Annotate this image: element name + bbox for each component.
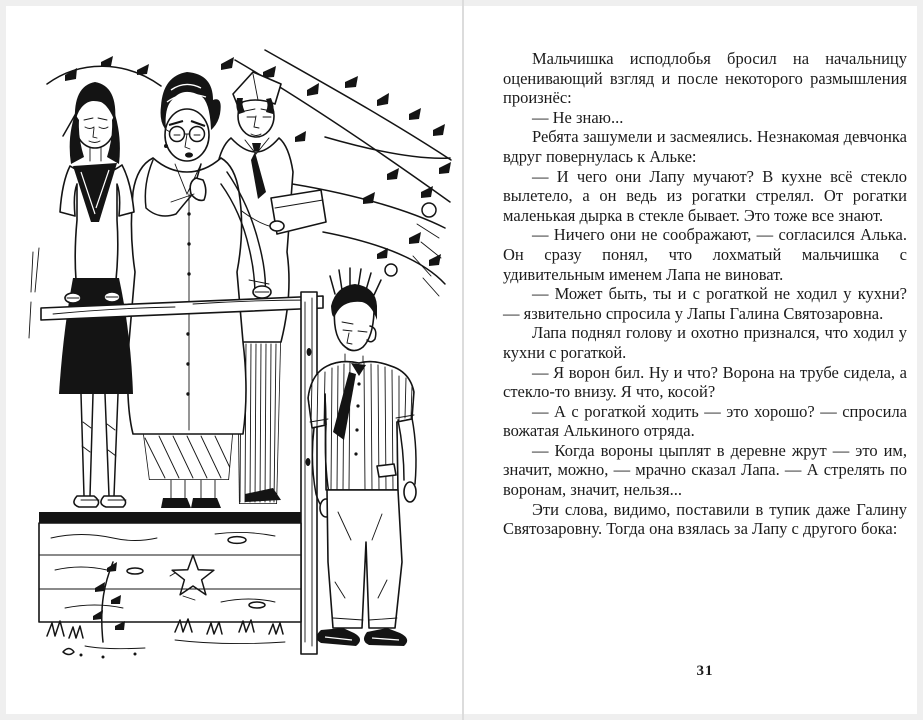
paragraph: Ребята зашумели и засмеялись. Незнакомая девчонка вдруг повернулась к Альке:: [503, 127, 907, 166]
paragraph: — А с рогаткой ходить — это хорошо? — спросила вожатая Алькиного отряда.: [503, 401, 907, 441]
body-text: [503, 49, 907, 539]
paragraph: Эти слова, видимо, поставили в тупик даже Галину Святозаровну. Тогда она взялась за Лапу с другого бока:: [503, 499, 907, 539]
page-gutter-divider: [462, 0, 464, 720]
paragraph: — Может быть, ты и с рогаткой не ходил у кухни? — язвительно спросила у Лапы Галина Святозаровна.: [503, 284, 907, 323]
paragraph: — И чего они Лапу мучают? В кухне всё стекло вылетело, а он ведь из рогатки стрелял. От рогатки маленькая дырка в стекле бывает. Это тоже все знают.: [503, 166, 907, 225]
paragraph: Мальчишка исподлобья бросил на начальницу оценивающий взгляд и после некоторого размышления произнёс:: [503, 49, 907, 108]
paragraph: — Я ворон бил. Ну и что? Ворона на трубе сидела, а стекло-то внизу. Я что, косой?: [503, 362, 907, 402]
book-illustration: [25, 42, 453, 660]
paragraph: — Когда вороны цыплят в деревне жрут — это им, значит, можно, — мрачно сказал Лапа. — А стрелять по воронам, значит, нельзя...: [503, 440, 907, 500]
paragraph: — Не знаю...: [532, 107, 624, 127]
illustration-drawing: [25, 42, 453, 660]
left-page: [6, 6, 462, 714]
paragraph: Лапа поднял голову и охотно признался, что ходил у кухни с рогаткой.: [503, 323, 907, 362]
figure-boy-lapa: [308, 268, 416, 646]
paragraph: — Ничего они не соображают, — согласился Алька. Он сразу понял, что лохматый мальчишка с удивительным именем Лапа не виноват.: [503, 225, 907, 284]
page-number: 31: [696, 663, 714, 679]
